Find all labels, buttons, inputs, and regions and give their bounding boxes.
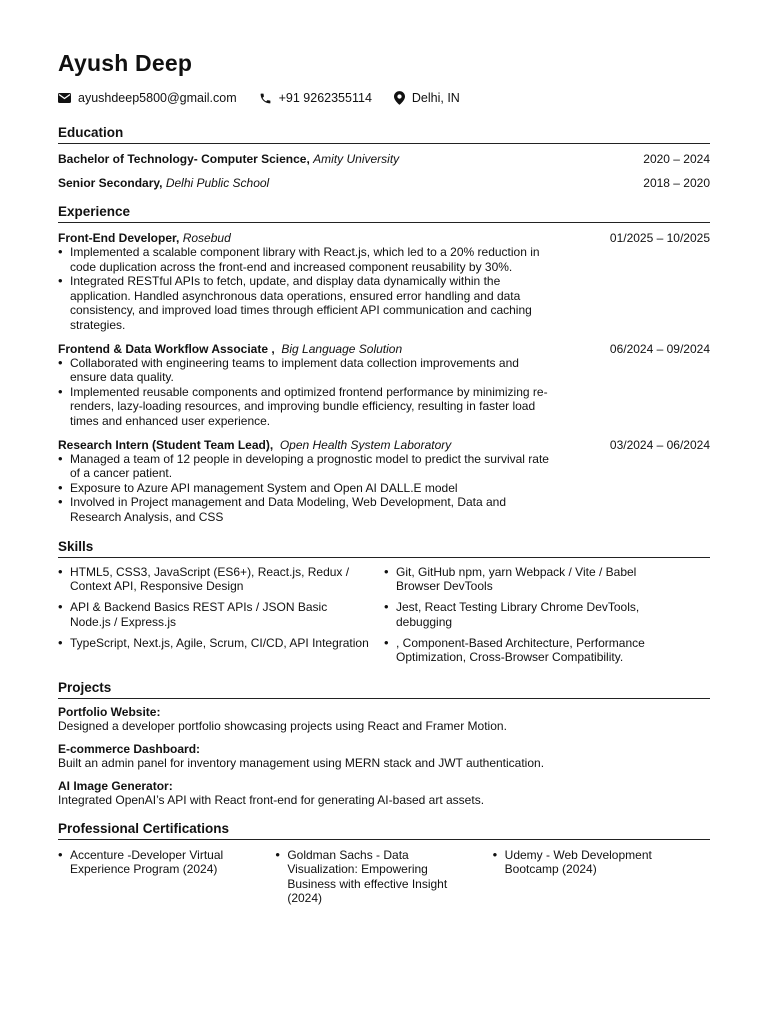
- job-entry: [58, 231, 710, 333]
- job-role: Frontend & Data Workflow Associate ,: [58, 341, 275, 356]
- resume-page: [58, 48, 710, 906]
- phone-icon: [259, 92, 272, 105]
- project-desc: Designed a developer portfolio showcasing projects using React and Framer Motion.: [58, 718, 507, 733]
- job-bullet: • Involved in Project management and Data Modeling, Web Development, Data and Research Analysis, and CSS: [58, 495, 558, 524]
- degree: Senior Secondary,: [58, 176, 163, 190]
- school: Amity University: [313, 152, 400, 166]
- phone-contact: [259, 90, 372, 106]
- project-item: [58, 705, 710, 734]
- job-company: Big Language Solution: [281, 341, 403, 356]
- email-text: ayushdeep5800@gmail.com: [78, 91, 237, 105]
- skill-item: • HTML5, CSS3, JavaScript (ES6+), React.js, Redux / Context API, Responsive Design: [58, 565, 370, 594]
- job-bullet: • Implemented reusable components and optimized frontend performance by minimizing re-renders, lazy-loading resources, and improving bundle efficiency, resulting in faster load times and enhanced user experience.: [58, 385, 558, 429]
- email-contact: [58, 90, 237, 106]
- phone-text: +91 9262355114: [278, 91, 372, 105]
- education-item: [58, 151, 710, 167]
- location-text: Delhi, IN: [411, 91, 460, 105]
- project-item: [58, 779, 710, 808]
- location-pin-icon: [394, 91, 405, 105]
- skill-item: • API & Backend Basics REST APIs / JSON Basic Node.js / Express.js: [58, 600, 370, 629]
- job-dates: 03/2024 – 06/2024: [609, 437, 710, 452]
- certifications-heading: Professional Certifications: [58, 820, 710, 840]
- school: Delhi Public School: [165, 176, 270, 190]
- job-entry: [58, 438, 710, 525]
- skills-grid: [58, 565, 710, 672]
- certification-item: • Accenture -Developer Virtual Experience Program (2024): [58, 848, 250, 877]
- job-role: Front-End Developer,: [58, 231, 180, 245]
- skill-item: • TypeScript, Next.js, Agile, Scrum, CI/CD, API Integration: [58, 636, 370, 651]
- degree: Bachelor of Technology- Computer Science,: [58, 152, 310, 166]
- certification-item: • Udemy - Web Development Bootcamp (2024): [493, 848, 685, 877]
- job-dates: 01/2025 – 10/2025: [609, 231, 710, 245]
- envelope-icon: [58, 93, 71, 103]
- education-item: [58, 175, 710, 191]
- skill-item: • Git, GitHub npm, yarn Webpack / Vite / Babel Browser DevTools: [384, 565, 666, 594]
- job-company: Open Health System Laboratory: [279, 437, 452, 452]
- project-item: [58, 742, 710, 771]
- location-contact: [394, 90, 460, 106]
- skills-heading: Skills: [58, 538, 710, 558]
- job-bullet: • Managed a team of 12 people in developing a prognostic model to predict the survival rate of a cancer patient.: [58, 452, 558, 481]
- job-role: Research Intern (Student Team Lead),: [58, 437, 274, 452]
- job-entry: [58, 342, 710, 429]
- education-dates: 2018 – 2020: [643, 176, 710, 190]
- candidate-name: Ayush Deep: [58, 50, 193, 76]
- projects-heading: Projects: [58, 679, 710, 699]
- job-bullet: • Implemented a scalable component library with React.js, which led to a 20% reduction in code duplication across the front-end and increased component reusability by 30%.: [58, 245, 558, 274]
- certifications-grid: [58, 848, 710, 906]
- project-name: E-commerce Dashboard:: [58, 741, 201, 756]
- education-heading: Education: [58, 124, 710, 144]
- job-bullet: • Integrated RESTful APIs to fetch, update, and display data dynamically within the application. Handled asynchronous data operations, ensured error handling and data consistency, and improved load times through efficient API communication and caching strategies.: [58, 274, 558, 332]
- contact-row: [58, 90, 710, 106]
- skill-item: • , Component-Based Architecture, Performance Optimization, Cross-Browser Compatibility.: [384, 636, 666, 665]
- skill-item: • Jest, React Testing Library Chrome DevTools, debugging: [384, 600, 666, 629]
- project-name: AI Image Generator:: [58, 778, 173, 793]
- certification-item: • Goldman Sachs - Data Visualization: Empowering Business with effective Insight (2024): [275, 848, 467, 906]
- job-bullet: • Collaborated with engineering teams to implement data collection improvements and ensure data quality.: [58, 356, 558, 385]
- job-company: Rosebud: [182, 231, 231, 245]
- education-dates: 2020 – 2024: [643, 152, 710, 166]
- experience-heading: Experience: [58, 203, 710, 223]
- project-name: Portfolio Website:: [58, 704, 161, 719]
- project-desc: Integrated OpenAI’s API with React front-end for generating AI-based art assets.: [58, 792, 485, 807]
- job-dates: 06/2024 – 09/2024: [609, 341, 710, 356]
- job-bullet: • Exposure to Azure API management System and Open AI DALL.E model: [58, 481, 558, 496]
- project-desc: Built an admin panel for inventory management using MERN stack and JWT authentication.: [58, 755, 545, 770]
